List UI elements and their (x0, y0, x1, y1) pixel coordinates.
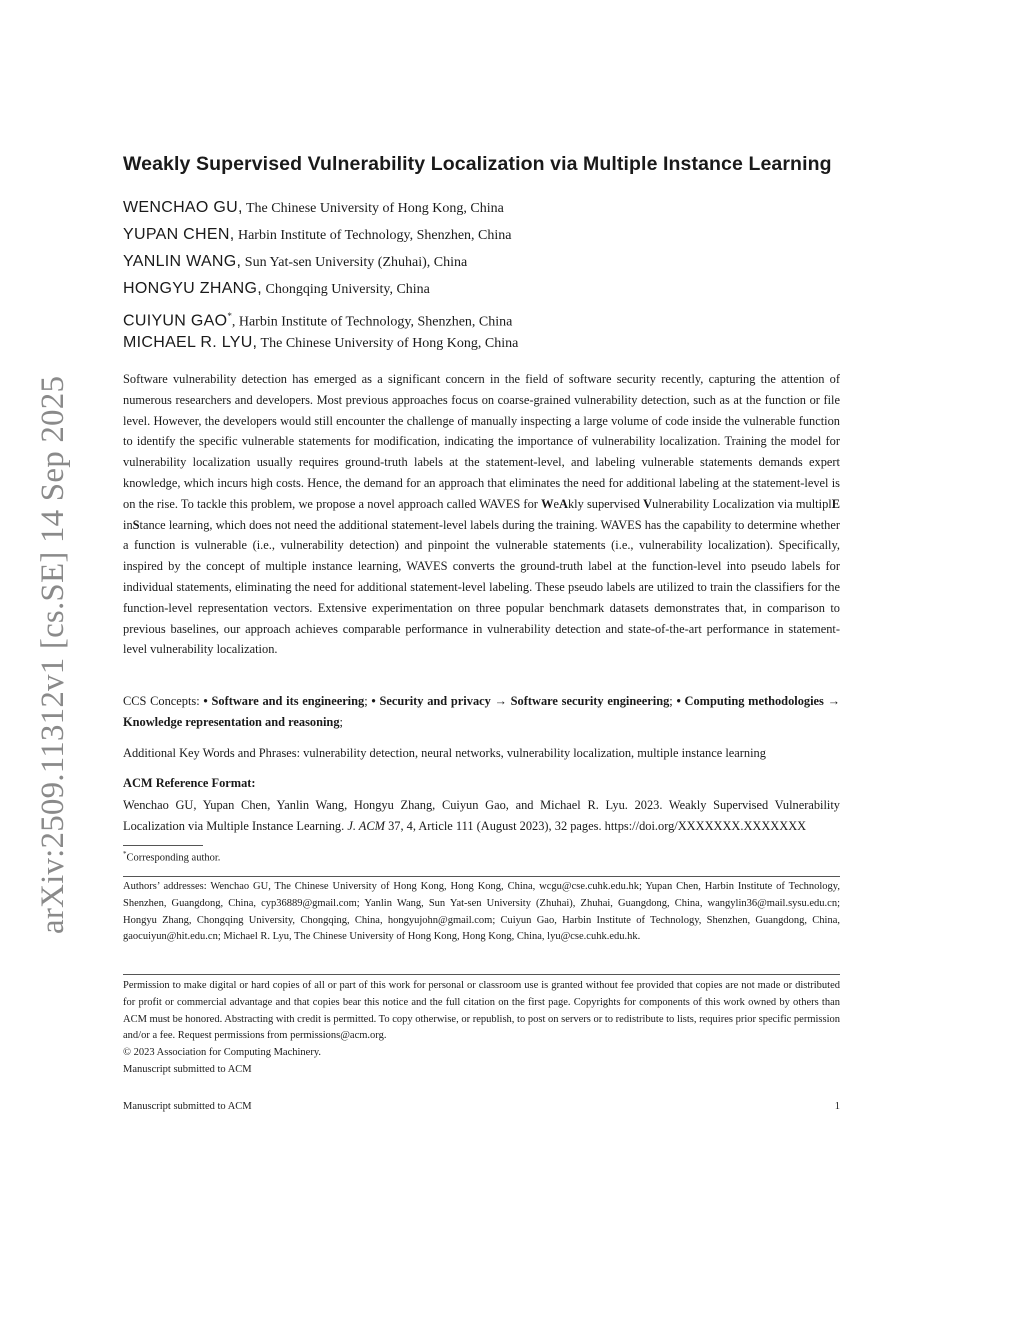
author-name: HONGYU ZHANG, (123, 280, 263, 297)
author-entry (123, 250, 840, 277)
acronym-letter: W (541, 496, 554, 511)
manuscript-note: Manuscript submitted to ACM (123, 1064, 252, 1075)
acronym-letter: S (132, 517, 140, 532)
author-affiliation: Harbin Institute of Technology, Shenzhen, China (234, 228, 512, 243)
permission-notice: Permission to make digital or hard copies of all or part of this work for personal or classroom use is granted without fee provided that copies are not made or distributed for profit or commercial advantage and that copies bear this notice and the full citation on the first page. Copyrights for components of this work owned by others than ACM must be honored. Abstracting with credit is permitted. To copy otherwise, or republish, to post on servers or to redistribute to lists, requires prior specific permission and/or a fee. Request permissions from permissions@acm.org. (123, 980, 840, 1042)
copyright-notice: © 2023 Association for Computing Machinery. (123, 1047, 322, 1058)
footnote-text: Corresponding author. (126, 852, 221, 864)
journal-name: J. ACM (347, 818, 385, 833)
keywords: Additional Key Words and Phrases: vulnerability detection, neural networks, vulnerability localization, multiple instance learning (123, 746, 766, 760)
author-entry (123, 277, 840, 304)
ccs-separator: ; (669, 694, 677, 708)
abstract-text: , which does not need the additional statement-level labels during the training. WAVES has the capability to determine whether a function is vulnerable (i.e., vulnerability detection) and pinpoint the vulnerable statements (i.e., vulnerability localization). Specifically, inspired by the concept of multiple instance learning, WAVES converts the ground-truth label at the function-level into pseudo labels for individual statements, eliminating the need for additional statement-level labeling. These pseudo labels are utilized to train the classifiers for the function-level representation vectors. Extensive experimentation on three popular benchmark datasets demonstrates that, in comparison to previous baselines, our approach achieves comparable performance in vulnerability detection and state-of-the-art performance in statement-level vulnerability localization. (123, 517, 840, 657)
author-entry (123, 196, 840, 223)
acronym-text: tance learning (139, 517, 210, 532)
author-affiliation: The Chinese University of Hong Kong, China (257, 336, 519, 351)
author-name: MICHAEL R. LYU, (123, 334, 258, 351)
permission-divider (123, 974, 840, 975)
footnote-divider (123, 845, 203, 846)
arxiv-identifier-stamp: arXiv:2509.11312v1 [cs.SE] 14 Sep 2025 (35, 376, 71, 935)
author-entry (123, 223, 840, 250)
author-affiliation: , Harbin Institute of Technology, Shenzhen, China (231, 314, 513, 330)
author-entry (123, 331, 840, 358)
ccs-concept: • Software and its engineering (203, 694, 365, 708)
acm-reference-text (123, 795, 840, 837)
acm-reference-heading: ACM Reference Format: (123, 776, 256, 790)
acronym-text: kly supervised (567, 496, 644, 511)
author-name: YANLIN WANG, (123, 253, 242, 270)
acronym-text: in (123, 517, 133, 532)
acronym-letter: E (831, 496, 840, 511)
author-addresses: Authors’ addresses: Wenchao GU, The Chinese University of Hong Kong, Hong Kong, China, wcgu@cse.cuhk.edu.hk; Yupan Chen, Harbin Institute of Technology, Shenzhen, Guangdong, China, cyp36889@gmail.com; Yanlin Wang, Sun Yat-sen University (Zhuhai), Zhuhai, Guangdong, China, wangylin36@mail.sysu.edu.cn; Hongyu Zhang, Chongqing University, Chongqing, China, hongyujohn@gmail.com; Cuiyun Gao, Harbin Institute of Technology, Shenzhen, Guangdong, China, gaocuiyun@hit.edu.cn; Michael R. Lyu, The Chinese University of Hong Kong, Hong Kong, China, lyu@cse.cuhk.edu.hk. (123, 881, 840, 943)
corresponding-author-mark: * (227, 311, 232, 321)
page-number: 1 (834, 1101, 840, 1112)
acm-reference-details: 37, 4, Article 111 (August 2023), 32 pages. https://doi.org/XXXXXXX.XXXXXXX (384, 818, 807, 833)
footnote (123, 850, 220, 864)
ccs-concept: • Security and privacy → Software security engineering (371, 694, 670, 708)
ccs-label: CCS Concepts: (123, 694, 204, 708)
acronym-text: e (553, 496, 559, 511)
acm-reference-citation: Wenchao GU, Yupan Chen, Yanlin Wang, Hongyu Zhang, Cuiyun Gao, and Michael R. Lyu. 2023. Weakly Supervised Vulnerability Localization via Multiple Instance Learning. (123, 798, 840, 833)
abstract-text: Software vulnerability detection has emerged as a significant concern in the field of software security recently, capturing the attention of numerous researchers and developers. Most previous approaches focus on coarse-grained vulnerability detection, such as at the function or file level. However, the developers would still encounter the challenge of manually inspecting a large volume of code inside the vulnerable function to identify the specific vulnerable statements for modification, indicating the importance of vulnerability localization. Training the model for vulnerability localization usually requires ground-truth labels at the statement-level, and labeling vulnerable statements demands expert knowledge, which incurs high costs. Hence, the demand for an approach that eliminates the need for additional labeling at the statement-level is on the rise. To tackle this problem, we propose a novel approach called WAVES for (123, 372, 840, 511)
acronym-letter: V (643, 496, 653, 511)
paper-title: Weakly Supervised Vulnerability Localization via Multiple Instance Learning (123, 153, 832, 175)
ccs-separator: ; (339, 714, 343, 729)
author-name: CUIYUN GAO (123, 312, 228, 330)
author-affiliation: Chongqing University, China (262, 282, 430, 297)
footer-text: Manuscript submitted to ACM (123, 1101, 252, 1112)
ccs-separator: ; (364, 694, 372, 708)
acronym-letter: A (558, 496, 568, 511)
abstract (123, 369, 840, 660)
ccs-concepts (123, 691, 840, 733)
author-affiliation: Sun Yat-sen University (Zhuhai), China (241, 255, 468, 270)
author-name: WENCHAO GU, (123, 199, 243, 216)
author-list (123, 196, 840, 358)
ccs-concept: • Computing methodologies → Knowledge representation and reasoning (123, 694, 840, 729)
author-affiliation: The Chinese University of Hong Kong, China (242, 201, 504, 216)
author-name: YUPAN CHEN, (123, 226, 235, 243)
author-entry (123, 304, 840, 331)
acronym-text: ulnerability Localization via multipl (652, 496, 832, 511)
footnote-mark: * (123, 850, 127, 858)
addresses-divider (123, 876, 840, 877)
